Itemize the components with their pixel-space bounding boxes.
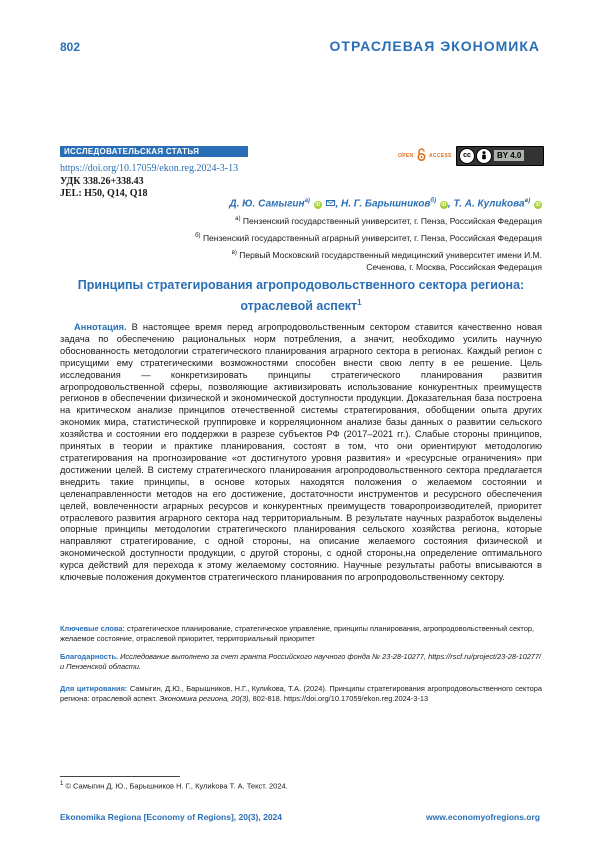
footnote-divider xyxy=(60,776,180,777)
affiliation-sup: в) xyxy=(231,250,237,256)
affiliation-a xyxy=(235,213,542,227)
title-footnote-mark: 1 xyxy=(357,298,362,307)
orcid-icon[interactable]: iD xyxy=(535,202,541,209)
keywords-label: Ключевые слова: xyxy=(60,624,125,633)
affiliation-b xyxy=(195,230,542,244)
affiliation-text: Пензенский государственный аграрный университет, г. Пенза, Российская Федерация xyxy=(202,232,542,243)
keywords xyxy=(60,624,542,644)
author-sup: в) xyxy=(524,198,531,204)
cc-icon: cc xyxy=(459,148,475,164)
citation-text: Самыгин, Д.Ю., Барышников, Н.Г., Кулиkова, Т.А. (2024). Принципы стратегирования агропродовольственного сектора региона: отраслевой аспект. xyxy=(60,684,542,703)
keywords-text: стратегическое планирование, стратегическое управление, принципы планирования, агропродовольственный сектор, желаемое состояние, отраслевой приоритет, территориальный приоритет xyxy=(60,624,535,643)
affiliation-c xyxy=(212,247,542,273)
page-number: 802 xyxy=(60,40,81,54)
mail-icon[interactable] xyxy=(326,200,335,206)
cc-attribution-icon xyxy=(476,148,492,164)
open-access-label-left: OPEN xyxy=(398,153,414,159)
cc-license-label: BY 4.0 xyxy=(494,150,524,161)
citation-label: Для цитирования: xyxy=(60,684,128,693)
abstract xyxy=(60,322,542,584)
affiliation-text: Первый Московский государственный медицинский университет имени И.М. Сеченова, г. Москва, Российская Федерация xyxy=(239,249,542,272)
article-type-banner: ИССЛЕДОВАТЕЛЬСКАЯ СТАТЬЯ xyxy=(60,146,248,157)
citation-journal: Экономика региона, 20(3), xyxy=(159,694,251,703)
footer-journal-reference: Ekonomika Regiona [Economy of Regions], 20(3), 2024 xyxy=(60,812,282,822)
doi-link[interactable]: https://doi.org/10.17059/ekon.reg.2024-3-13 xyxy=(60,163,239,174)
affiliation-sup: б) xyxy=(195,233,201,239)
license-block[interactable] xyxy=(398,146,543,166)
footer-website-link[interactable]: www.economyofregions.org xyxy=(426,812,540,822)
author-name: Д. Ю. Самыгин xyxy=(229,198,305,210)
author-sup: а) xyxy=(304,198,310,204)
open-access-label-right: ACCESS xyxy=(429,153,452,159)
affiliation-text: Пензенский государственный университет, г. Пенза, Российская Федерация xyxy=(242,215,542,226)
author-list: Д. Ю. Самыгин$^{а)}$ iD , Н. Г. Барышников$^{б)}$ iD , Т. А. Кулиkова$^{в)}$ iD xyxy=(229,198,541,210)
udk-code: УДК 338.26+338.43 xyxy=(60,176,144,187)
journal-section-title: ОТРАСЛЕВАЯ ЭКОНОМИКА xyxy=(329,38,540,54)
footnote-text: © Самыгин Д. Ю., Барышников Н. Г., Кулиkова Т. А. Текст. 2024. xyxy=(65,781,288,791)
footnote xyxy=(60,781,288,791)
author-name: Н. Г. Барышников xyxy=(341,198,431,210)
orcid-icon[interactable]: iD xyxy=(315,202,321,209)
author-sup: б) xyxy=(430,198,437,204)
acknowledgment xyxy=(60,652,542,672)
author-name: Т. А. Кулиkова xyxy=(453,198,525,210)
article-title-text: Принципы стратегирования агропродовольственного сектора региона: отраслевой аспект xyxy=(77,278,525,314)
abstract-text: В настоящее время перед агропродовольственным сектором ставится качественно новая задача по обеспечению рациональных норм потребления, а значит, необходимо усилить научную обоснованность методологии стратегического планирования аграрного сектора в регионах. Каждый регион с присущими ему стратегическими возможностями способен внести свою лепту в ее решение. Цель исследования — конкретизировать принципы стратегического планирования развития агропродовольственной сферы, позволяющие активизировать использование конкурентных преимуществ регионов в обеспечении физической и экономической доступности продукции. Доказательная база построена на критическом анализе принципов отечественной системы стратегирования, обобщении опыта других экономик мира, статистической группировке и корреляционном анализе базы данных о развитии сельского хозяйства и состоянии его поддержки в разрезе субъектов РФ (2017–2021 гг.). Слабые стороны принципов, принятых в теории и практике планирования, состоят в том, что они ориентируют методологию стратегирования на прогнозирование «от достигнутого уровня развития» и «ресурсные ограничения» при достижении целей. В систему стратегического планирования агропродовольственного сектора предлагается внедрить такие принципы, в основе которых находятся положения о желаемом состоянии и целенаправленности методов на его достижение, достаточности инструментов и ресурсного обеспечения целей, вовлеченности аграрных ресурсов и конкурентных преимуществ товаропроизводителей, приоритет отраслевого развития аграрного сектора над территориальным. В результате научных разработок выделены опорные принципы методологии стратегического планирования сельского хозяйства региона, которые направляют стратегирование, с одной стороны, на описание желаемого состояния физической и экономической доступности продукции, с другой стороны, с одной стороны,на определение оптимального курса действий для перехода к этому желаемому состоянию. Научные результаты работы вписываются в ключевые положения документов стратегического планирования по агропродовольственному сектору. xyxy=(60,322,542,583)
abstract-label: Аннотация. xyxy=(74,322,127,332)
article-title xyxy=(60,277,542,315)
footnote-mark: 1 xyxy=(60,781,64,787)
cc-by-badge[interactable] xyxy=(456,146,544,166)
citation xyxy=(60,684,542,704)
citation-tail: 802-818. https://doi.org/10.17059/ekon.reg.2024-3-13 xyxy=(252,694,429,703)
acknowledgment-text: Исследование выполнено за счет гранта Российского научного фонда № 23-28-10277, https://rscf.ru/project/23-28-10277/ и Пензенской области. xyxy=(60,652,542,671)
jel-codes: JEL: H50, Q14, Q18 xyxy=(60,188,148,199)
open-access-lock-icon xyxy=(417,148,426,161)
acknowledgment-label: Благодарность. xyxy=(60,652,119,661)
affiliation-sup: а) xyxy=(235,216,241,222)
orcid-icon[interactable]: iD xyxy=(441,202,447,209)
